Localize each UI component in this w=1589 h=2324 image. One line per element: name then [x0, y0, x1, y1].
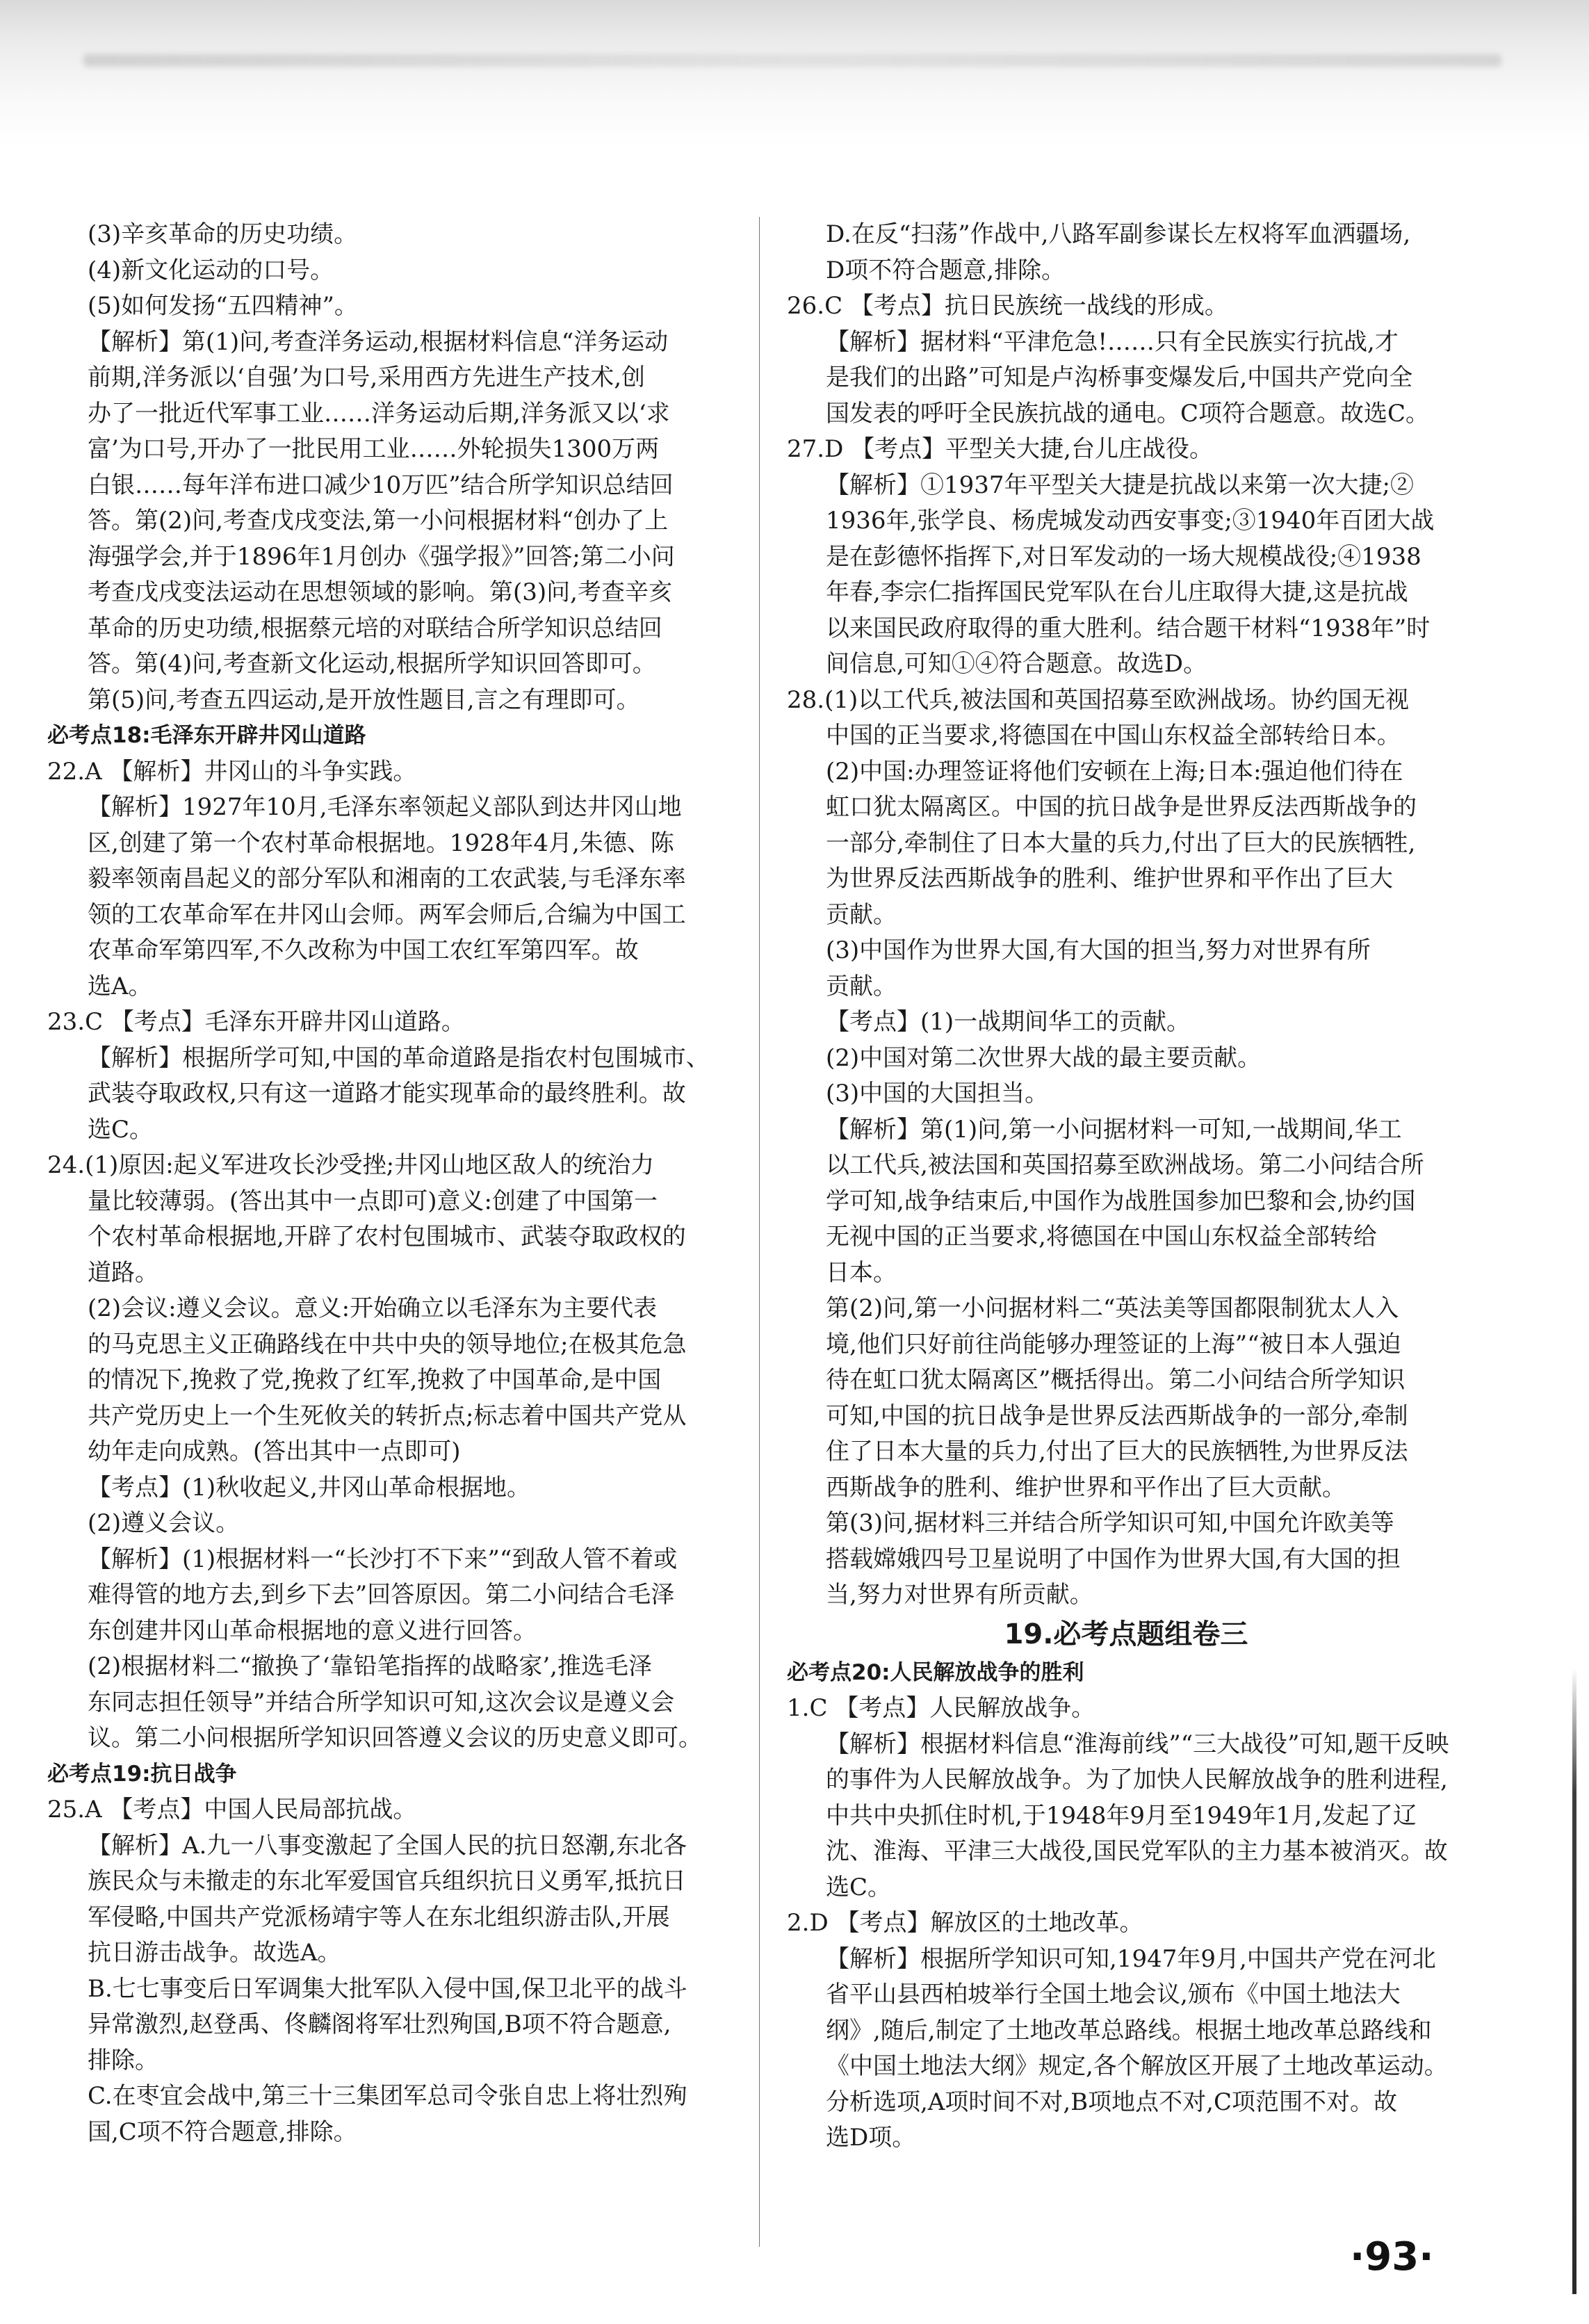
text-line: 22.A 【解析】井冈山的斗争实践。	[47, 757, 417, 786]
text-line: 第(2)问,第一小问据材料二“英法美等国都限制犹太人入	[826, 1294, 1399, 1322]
text-line: D项不符合题意,排除。	[826, 256, 1066, 284]
text-line: 东同志担任领导”并结合所学知识可知,这次会议是遵义会	[88, 1688, 675, 1716]
column-divider	[759, 217, 760, 2247]
text-line: 无视中国的正当要求,将德国在中国山东权益全部转给	[826, 1223, 1377, 1251]
right-column	[779, 217, 1474, 2156]
scan-edge-shadow	[1572, 1668, 1576, 2294]
text-line: (3)中国作为世界大国,有大国的担当,努力对世界有所	[826, 936, 1371, 964]
section-title: 19.必考点题组卷三	[1004, 1618, 1248, 1650]
text-line: 革命的历史功绩,根据蔡元培的对联结合所学知识总结回	[88, 614, 662, 642]
text-line: 以工代兵,被法国和英国招募至欧洲战场。第二小问结合所	[826, 1151, 1424, 1179]
text-line: (2)遵义会议。	[88, 1509, 240, 1537]
text-line: 是在彭德怀指挥下,对日军发动的一场大规模战役;④1938	[826, 542, 1421, 571]
text-line: 中国的正当要求,将德国在中国山东权益全部转给日本。	[826, 722, 1401, 749]
text-line: 国,C项不符合题意,排除。	[88, 2118, 357, 2146]
text-line: 量比较薄弱。(答出其中一点即可)意义:创建了中国第一	[88, 1187, 658, 1215]
text-line: 【解析】A.九一八事变激起了全国人民的抗日怒潮,东北各	[88, 1831, 687, 1860]
text-line: 24.(1)原因:起义军进攻长沙受挫;井冈山地区敌人的统治力	[47, 1151, 655, 1179]
text-line: 【解析】据材料“平津危急!……只有全民族实行抗战,才	[826, 327, 1399, 356]
left-column	[40, 217, 735, 2150]
text-line: 【解析】1927年10月,毛泽东率领起义部队到达井冈山地	[88, 793, 682, 821]
text-line: 2.D 【考点】解放区的土地改革。	[787, 1909, 1143, 1937]
text-line: 25.A 【考点】中国人民局部抗战。	[47, 1796, 417, 1823]
text-line: 【解析】根据所学知识可知,1947年9月,中国共产党在河北	[826, 1944, 1436, 1973]
text-line: 排除。	[88, 2046, 158, 2074]
text-line: 答。第(4)问,考查新文化运动,根据所学知识回答即可。	[88, 650, 656, 678]
text-line: 一部分,牵制住了日本大量的兵力,付出了巨大的民族牺牲,	[826, 829, 1416, 857]
text-line: 为世界反法西斯战争的胜利、维护世界和平作出了巨大	[826, 865, 1393, 893]
text-line: 23.C 【考点】毛泽东开辟井冈山道路。	[47, 1008, 465, 1036]
text-line: 【解析】根据所学可知,中国的革命道路是指农村包围城市、	[88, 1043, 710, 1072]
text-line: (3)辛亥革命的历史功绩。	[88, 220, 358, 248]
text-line: 军侵略,中国共产党派杨靖宇等人在东北组织游击队,开展	[88, 1903, 670, 1931]
text-line: 学可知,战争结束后,中国作为战胜国参加巴黎和会,协约国	[826, 1187, 1416, 1215]
text-line: 幼年走向成熟。(答出其中一点即可)	[88, 1438, 461, 1465]
text-line: 贡献。	[826, 972, 897, 1000]
text-line: 第(3)问,据材料三并结合所学知识可知,中国允许欧美等	[826, 1509, 1394, 1537]
text-line: 住了日本大量的兵力,付出了巨大的民族牺牲,为世界反法	[826, 1438, 1408, 1465]
text-line: 【解析】(1)根据材料一“长沙打不下来”“到敌人管不着或	[88, 1545, 678, 1573]
text-line: 【解析】第(1)问,第一小问据材料一可知,一战期间,华工	[826, 1115, 1402, 1144]
text-line: 1.C 【考点】人民解放战争。	[787, 1694, 1095, 1722]
text-line: 难得管的地方去,到乡下去”回答原因。第二小问结合毛泽	[88, 1581, 675, 1609]
text-line: 前期,洋务派以‘自强’为口号,采用西方先进生产技术,创	[88, 364, 646, 391]
text-line: 道路。	[88, 1258, 158, 1287]
text-line: 分析选项,A项时间不对,B项地点不对,C项范围不对。故	[826, 2088, 1397, 2116]
text-line: 海强学会,并于1896年1月创办《强学报》”回答;第二小问	[88, 542, 675, 571]
text-line: 毅率领南昌起义的部分军队和湘南的工农武装,与毛泽东率	[88, 865, 686, 893]
text-line: 当,努力对世界有所贡献。	[826, 1581, 1093, 1609]
text-line: 1936年,张学良、杨虎城发动西安事变;③1940年百团大战	[826, 507, 1435, 535]
text-line: 【解析】根据材料信息“淮海前线”“三大战役”可知,题干反映	[826, 1730, 1449, 1758]
text-line: 第(5)问,考查五四运动,是开放性题目,言之有理即可。	[88, 685, 640, 714]
text-line: 间信息,可知①④符合题意。故选D。	[826, 650, 1207, 678]
text-line: 纲》,随后,制定了土地改革总路线。根据土地改革总路线和	[826, 2016, 1432, 2045]
text-line: 年春,李宗仁指挥国民党军队在台儿庄取得大捷,这是抗战	[826, 578, 1408, 606]
text-line: (2)会议:遵义会议。意义:开始确立以毛泽东为主要代表	[88, 1294, 658, 1322]
text-line: 《中国土地法大纲》规定,各个解放区开展了土地改革运动。	[826, 2052, 1448, 2080]
text-line: (5)如何发扬“五四精神”。	[88, 292, 358, 320]
text-line: 28.(1)以工代兵,被法国和英国招募至欧洲战场。协约国无视	[787, 685, 1410, 714]
section-heading: 必考点19:抗日战争	[47, 1761, 237, 1787]
text-line: 领的工农革命军在井冈山会师。两军会师后,合编为中国工	[88, 900, 686, 929]
text-line: 办了一批近代军事工业……洋务运动后期,洋务派又以‘求	[88, 399, 670, 428]
text-line: 议。第二小问根据所学知识回答遵义会议的历史意义即可。	[88, 1724, 702, 1752]
text-line: 抗日游击战争。故选A。	[88, 1939, 341, 1967]
text-line: 【考点】(1)秋收起义,井冈山革命根据地。	[88, 1473, 530, 1502]
text-line: 农革命军第四军,不久改称为中国工农红军第四军。故	[88, 936, 639, 964]
text-line: 省平山县西柏坡举行全国土地会议,颁布《中国土地法大	[826, 1981, 1401, 2008]
text-line: 【考点】(1)一战期间华工的贡献。	[826, 1008, 1191, 1036]
text-line: 异常激烈,赵登禹、佟麟阁将军壮烈殉国,B项不符合题意,	[88, 2010, 671, 2038]
text-line: 中共中央抓住时机,于1948年9月至1949年1月,发起了辽	[826, 1801, 1417, 1830]
text-line: B.七七事变后日军调集大批军队入侵中国,保卫北平的战斗	[88, 1974, 687, 2003]
text-line: 日本。	[826, 1258, 897, 1287]
text-line: 选A。	[88, 972, 152, 1000]
text-line: 的马克思主义正确路线在中共中央的领导地位;在极其危急	[88, 1330, 687, 1358]
text-line: 是我们的出路”可知是卢沟桥事变爆发后,中国共产党向全	[826, 364, 1413, 391]
text-line: 白银……每年洋布进口减少10万匹”结合所学知识总结回	[88, 471, 674, 499]
text-line: 沈、淮海、平津三大战役,国民党军队的主力基本被消灭。故	[826, 1837, 1448, 1865]
text-line: 区,创建了第一个农村革命根据地。1928年4月,朱德、陈	[88, 829, 674, 857]
page-number: ·93·	[1350, 2234, 1434, 2280]
text-line: 西斯战争的胜利、维护世界和平作出了巨大贡献。	[826, 1473, 1346, 1502]
text-line: D.在反“扫荡”作战中,八路军副参谋长左权将军血洒疆场,	[826, 220, 1411, 248]
text-line: (2)中国:办理签证将他们安顿在上海;日本:强迫他们待在	[826, 757, 1403, 786]
scan-header-shadow	[0, 0, 1589, 146]
text-line: 东创建井冈山革命根据地的意义进行回答。	[88, 1616, 537, 1645]
text-line: (4)新文化运动的口号。	[88, 256, 334, 284]
text-line: 26.C 【考点】抗日民族统一战线的形成。	[787, 292, 1228, 320]
text-line: (2)根据材料二“撤换了‘靠铅笔指挥的战略家’,推选毛泽	[88, 1652, 652, 1680]
text-line: 待在虹口犹太隔离区”概括得出。第二小问结合所学知识	[826, 1366, 1405, 1394]
text-line: 贡献。	[826, 900, 897, 929]
text-line: 27.D 【考点】平型关大捷,台儿庄战役。	[787, 435, 1213, 463]
text-line: 虹口犹太隔离区。中国的抗日战争是世界反法西斯战争的	[826, 793, 1417, 821]
text-line: 选C。	[88, 1115, 154, 1144]
text-line: (2)中国对第二次世界大战的最主要贡献。	[826, 1043, 1262, 1072]
text-line: 共产党历史上一个生死攸关的转折点;标志着中国共产党从	[88, 1401, 687, 1430]
text-line: 以来国民政府取得的重大胜利。结合题干材料“1938年”时	[826, 614, 1431, 642]
text-line: 境,他们只好前往尚能够办理签证的上海”“被日本人强迫	[826, 1330, 1401, 1358]
text-line: 武装夺取政权,只有这一道路才能实现革命的最终胜利。故	[88, 1080, 686, 1107]
text-line: 族民众与未撤走的东北军爱国官兵组织抗日义勇军,抵抗日	[88, 1867, 686, 1895]
text-line: 个农村革命根据地,开辟了农村包围城市、武装夺取政权的	[88, 1223, 686, 1251]
text-line: 【解析】①1937年平型关大捷是抗战以来第一次大捷;②	[826, 471, 1414, 499]
text-line: 搭载嫦娥四号卫星说明了中国作为世界大国,有大国的担	[826, 1545, 1401, 1573]
section-heading: 必考点18:毛泽东开辟井冈山道路	[47, 723, 366, 748]
text-line: 富’为口号,开办了一批民用工业……外轮损失1300万两	[88, 435, 660, 463]
text-line: (3)中国的大国担当。	[826, 1080, 1049, 1107]
text-line: 考查戊戌变法运动在思想领域的影响。第(3)问,考查辛亥	[88, 578, 672, 606]
text-line: 可知,中国的抗日战争是世界反法西斯战争的一部分,牵制	[826, 1401, 1408, 1430]
text-line: 答。第(2)问,考查戊戌变法,第一小问根据材料“创办了上	[88, 507, 669, 535]
text-line: 选C。	[826, 1873, 892, 1901]
text-line: 的情况下,挽救了党,挽救了红军,挽救了中国革命,是中国	[88, 1366, 662, 1394]
text-line: 【解析】第(1)问,考查洋务运动,根据材料信息“洋务运动	[88, 327, 669, 356]
section-heading: 必考点20:人民解放战争的胜利	[787, 1659, 1084, 1685]
text-line: C.在枣宜会战中,第三十三集团军总司令张自忠上将壮烈殉	[88, 2082, 687, 2110]
scan-smear	[83, 54, 1501, 67]
text-line: 的事件为人民解放战争。为了加快人民解放战争的胜利进程,	[826, 1766, 1448, 1794]
text-line: 选D项。	[826, 2124, 916, 2152]
text-line: 国发表的呼吁全民族抗战的通电。C项符合题意。故选C。	[826, 399, 1430, 428]
